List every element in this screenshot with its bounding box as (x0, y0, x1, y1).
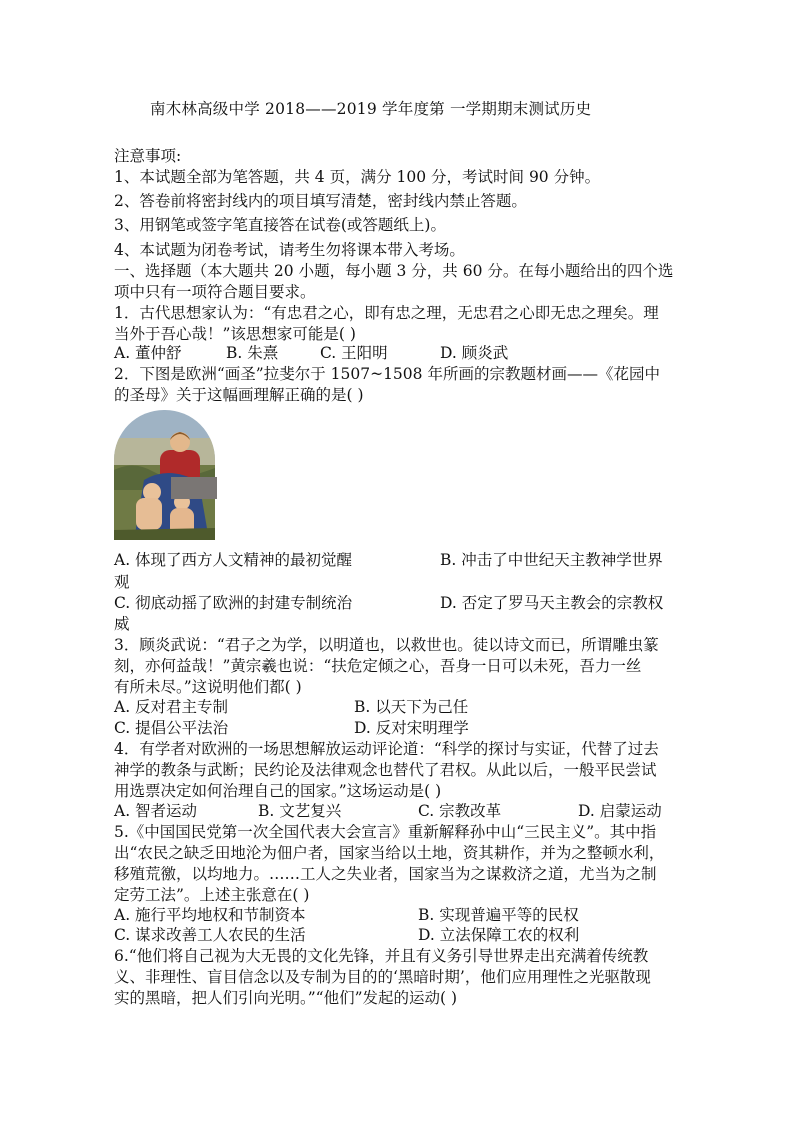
option-d: D. 反对宋明理学 (354, 719, 469, 737)
question-1-stem-cont: 当外于吾心哉！”该思想家可能是( ) (114, 325, 356, 343)
option-c: C. 彻底动摇了欧洲的封建专制统治 (114, 594, 353, 612)
option-a: A. 智者运动 (114, 802, 198, 820)
option-d: D. 启蒙运动 (578, 802, 662, 820)
option-c: C. 谋求改善工人农民的生活 (114, 926, 306, 944)
option-a: A. 董仲舒 (114, 344, 182, 362)
option-a: A. 施行平均地权和节制资本 (114, 906, 306, 924)
question-5-stem-cont: 定劳工法”。上述主张意在( ) (114, 886, 310, 904)
question-5-options-row2 (0, 925, 794, 945)
option-c: C. 王阳明 (320, 344, 388, 362)
question-3-stem: 3．顾炎武说：“君子之为学，以明道也，以救世也。徒以诗文而已，所谓雕虫篆 (114, 636, 659, 654)
option-d: D. 否定了罗马天主教会的宗教权 (440, 594, 664, 612)
exam-title: 南木林高级中学 2018——2019 学年度第 一学期期末测试历史 (150, 100, 592, 118)
question-3-options-row1 (0, 697, 794, 717)
section-heading-cont: 项中只有一项符合题目要求。 (114, 283, 316, 301)
painting-illustration (114, 410, 215, 540)
question-4-options (0, 801, 794, 821)
question-3-stem-cont: 刻，亦何益哉！”黄宗羲也说：“扶危定倾之心，吾身一日可以未死，吾力一丝 (114, 657, 642, 675)
question-5-stem-cont: 出“农民之缺乏田地沦为佃户者，国家当给以土地，资其耕作，并为之整顿水利， (114, 844, 665, 862)
option-d: D. 顾炎武 (440, 344, 509, 362)
question-6-stem-cont: 实的黑暗，把人们引向光明。”“他们”发起的运动( ) (114, 989, 458, 1007)
option-b: B. 文艺复兴 (258, 802, 342, 820)
question-3-options-row2 (0, 718, 794, 738)
option-a: A. 反对君主专制 (114, 698, 229, 716)
question-2-options-row1 (0, 550, 794, 570)
option-d: D. 立法保障工农的权利 (418, 926, 580, 944)
notice-item: 4、本试题为闭卷考试，请考生勿将课本带入考场。 (114, 241, 465, 259)
option-b-cont: 观 (114, 573, 130, 591)
notice-item: 1、本试题全部为笔答题，共 4 页，满分 100 分，考试时间 90 分钟。 (114, 168, 601, 186)
notice-heading: 注意事项: (114, 147, 182, 165)
notice-item: 3、用钢笔或签字笔直接答在试卷(或答题纸上)。 (114, 216, 446, 234)
option-d-cont: 威 (114, 615, 130, 633)
question-1-stem: 1．古代思想家认为：“有忠君之心，即有忠之理，无忠君之心即无忠之理矣。理 (114, 304, 659, 322)
question-4-stem: 4．有学者对欧洲的一场思想解放运动评论道：“科学的探讨与实证，代替了过去 (114, 740, 659, 758)
question-5-stem: 5.《中国国民党第一次全国代表大会宣言》重新解释孙中山“三民主义”。其中指 (114, 823, 657, 841)
question-5-options-row1 (0, 905, 794, 925)
question-5-stem-cont: 移殖荒徼，以均地力。……工人之失业者，国家当为之谋救济之道，尤当为之制 (114, 865, 657, 883)
option-c: C. 提倡公平法治 (114, 719, 229, 737)
question-4-stem-cont: 用选票决定如何治理自己的国家。”这场运动是( ) (114, 782, 442, 800)
question-2-options-row2 (0, 593, 794, 613)
option-b: B. 实现普遍平等的民权 (418, 906, 579, 924)
image-redaction-block (171, 477, 217, 499)
option-b: B. 朱熹 (226, 344, 279, 362)
question-2-stem-cont: 的圣母》关于这幅画理解正确的是( ) (114, 386, 364, 404)
option-b: B. 以天下为己任 (354, 698, 469, 716)
option-a: A. 体现了西方人文精神的最初觉醒 (114, 551, 353, 569)
question-1-options (0, 343, 794, 363)
option-b: B. 冲击了中世纪天主教神学世界 (440, 551, 663, 569)
question-4-stem-cont: 神学的教条与武断；民约论及法律观念也替代了君权。从此以后，一般平民尝试 (114, 761, 657, 779)
madonna-painting-image (114, 410, 215, 540)
question-2-stem: 2．下图是欧洲“画圣”拉斐尔于 1507~1508 年所画的宗教题材画——《花园中 (114, 365, 660, 383)
option-c: C. 宗教改革 (418, 802, 502, 820)
notice-item: 2、答卷前将密封线内的项目填写清楚，密封线内禁止答题。 (114, 192, 527, 210)
question-3-stem-cont: 有所未尽。”这说明他们都( ) (114, 678, 302, 696)
question-6-stem: 6.“他们将自己视为大无畏的文化先锋，并且有义务引导世界走出充满着传统教 (114, 947, 649, 965)
question-6-stem-cont: 义、非理性、盲目信念以及专制为目的的‘黑暗时期’，他们应用理性之光驱散现 (114, 968, 651, 986)
section-heading: 一、选择题（本大题共 20 小题，每小题 3 分，共 60 分。在每小题给出的四个选 (114, 262, 674, 280)
